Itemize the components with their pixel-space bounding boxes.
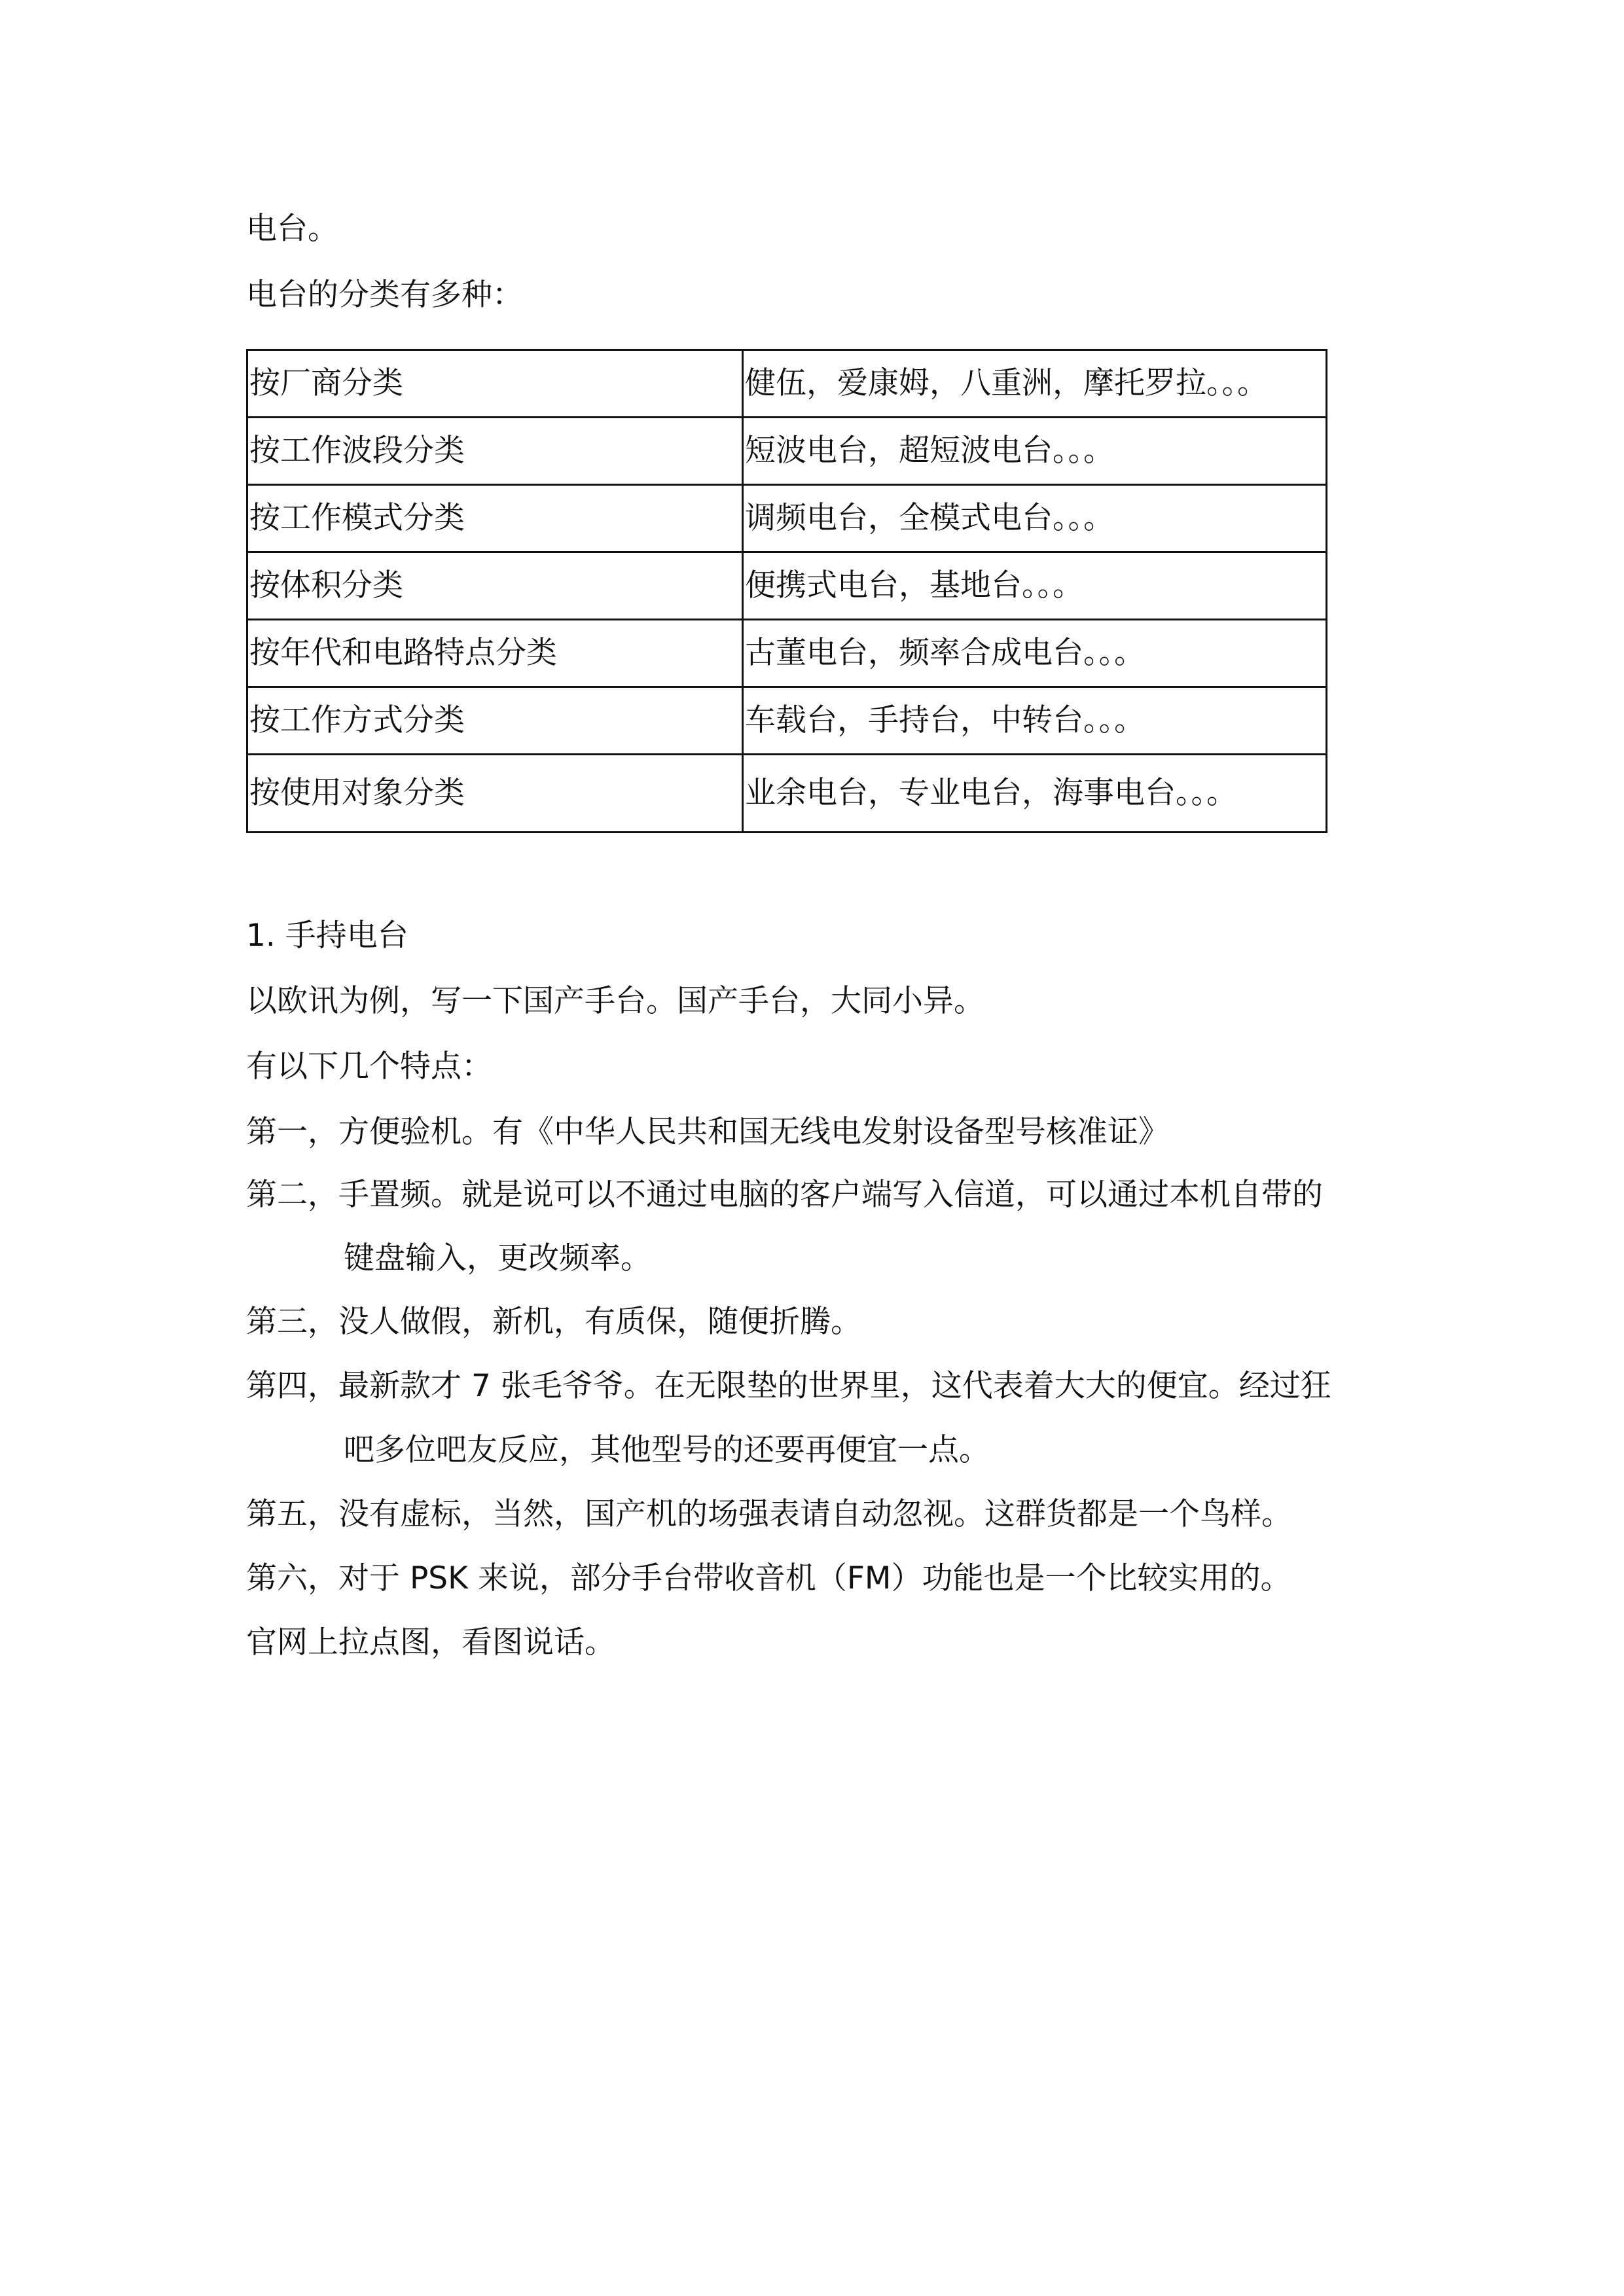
- table-cell-category: 按工作模式分类: [247, 485, 743, 552]
- table-row: [247, 485, 1327, 552]
- table-cell-examples: 业余电台，专业电台，海事电台。。。: [743, 755, 1327, 833]
- table-row: [247, 350, 1327, 418]
- table-cell-category: 按工作波段分类: [247, 418, 743, 485]
- list-item-continuation: 吧多位吧友反应，其他型号的还要再便宜一点。: [344, 1432, 990, 1468]
- classification-table: [246, 349, 1327, 833]
- list-item: 第二，手置频。就是说可以不通过电脑的客户端写入信道，可以通过本机自带的: [246, 1177, 1323, 1213]
- table-row: [247, 552, 1327, 620]
- table-cell-category: 按工作方式分类: [247, 687, 743, 755]
- table-cell-examples: 调频电台，全模式电台。。。: [743, 485, 1327, 552]
- list-item: 第六，对于 PSK 来说，部分手台带收音机（FM）功能也是一个比较实用的。: [246, 1560, 1291, 1596]
- table-cell-category: 按厂商分类: [247, 350, 743, 418]
- paragraph: 以欧讯为例，写一下国产手台。国产手台，大同小异。: [246, 983, 984, 1019]
- table-cell-examples: 短波电台，超短波电台。。。: [743, 418, 1327, 485]
- intro-line-1: 电台。: [246, 211, 338, 247]
- paragraph: 官网上拉点图，看图说话。: [246, 1624, 615, 1660]
- intro-line-2: 电台的分类有多种：: [246, 277, 523, 313]
- list-item: 第四，最新款才 7 张毛爷爷。在无限垫的世界里，这代表着大大的便宜。经过狂: [246, 1368, 1331, 1404]
- table-cell-examples: 便携式电台，基地台。。。: [743, 552, 1327, 620]
- table-cell-category: 按年代和电路特点分类: [247, 620, 743, 687]
- list-item: 第一，方便验机。有《中华人民共和国无线电发射设备型号核准证》: [246, 1114, 1169, 1150]
- table-row: [247, 418, 1327, 485]
- paragraph: 有以下几个特点：: [246, 1049, 492, 1085]
- table-cell-examples: 健伍，爱康姆，八重洲，摩托罗拉。。。: [743, 350, 1327, 418]
- table-row: [247, 755, 1327, 833]
- list-item: 第五，没有虚标，当然，国产机的场强表请自动忽视。这群货都是一个鸟样。: [246, 1496, 1292, 1532]
- section-heading: 1. 手持电台: [246, 918, 408, 954]
- table-cell-category: 按体积分类: [247, 552, 743, 620]
- table-cell-examples: 古董电台，频率合成电台。。。: [743, 620, 1327, 687]
- table-row: [247, 620, 1327, 687]
- list-item: 第三，没人做假，新机，有质保，随便折腾。: [246, 1304, 861, 1340]
- list-item-continuation: 键盘输入，更改频率。: [344, 1240, 651, 1276]
- table-row: [247, 687, 1327, 755]
- table-cell-category: 按使用对象分类: [247, 755, 743, 833]
- table-cell-examples: 车载台，手持台，中转台。。。: [743, 687, 1327, 755]
